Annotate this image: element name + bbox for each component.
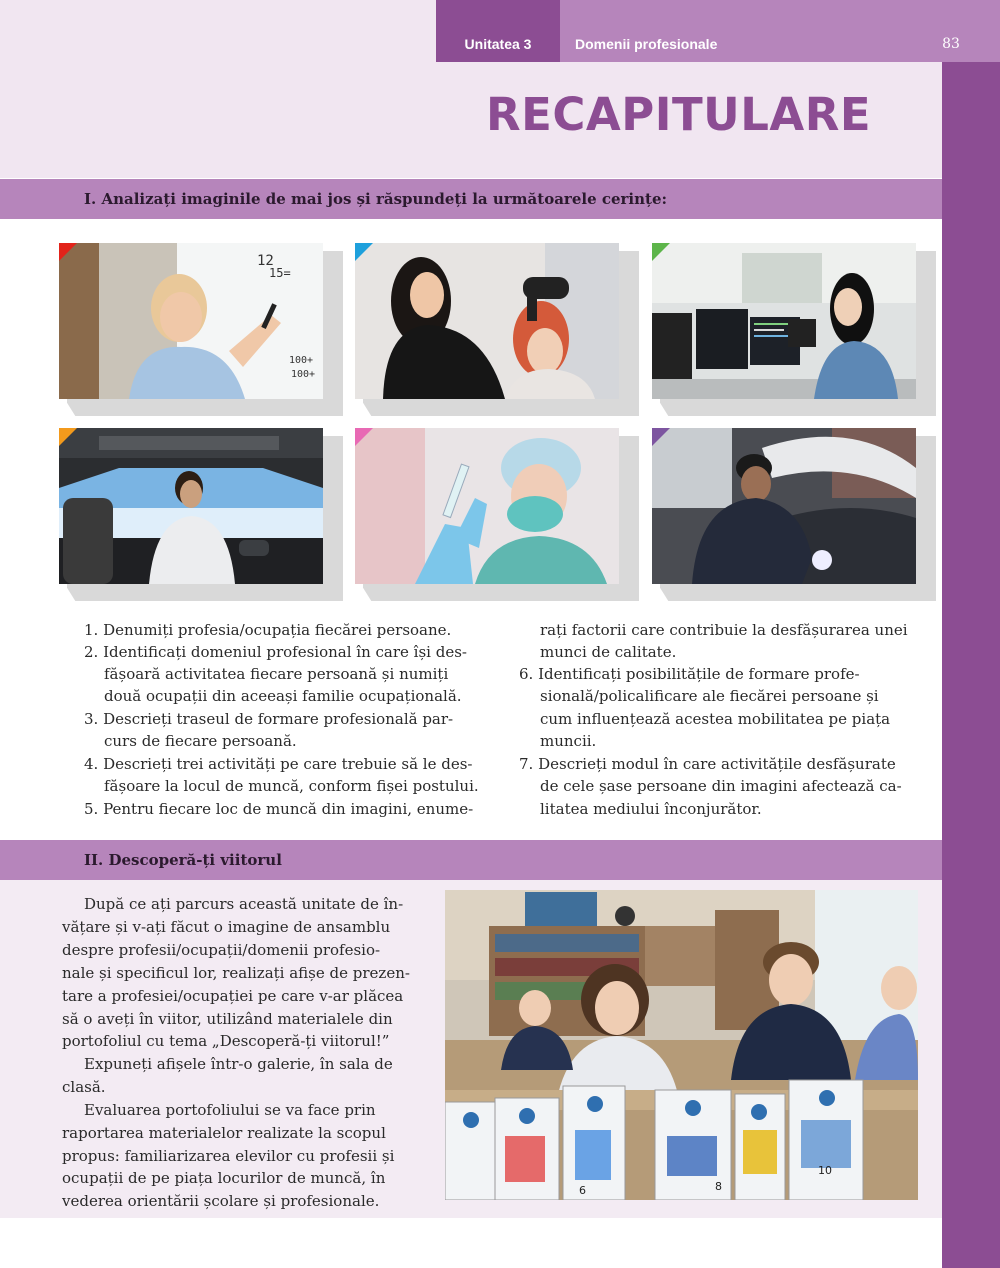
paragraph-line: vederea orientării școlare și profesionale.	[62, 1192, 380, 1210]
question-4-line-2: fășoare la locul de muncă, conform fișei postului.	[104, 777, 479, 795]
poster-number: 8	[715, 1180, 722, 1193]
paragraph-line: raportarea materialelor realizate la scopul	[62, 1124, 386, 1142]
corner-marker	[59, 243, 77, 261]
unit-label: Unitatea 3	[464, 36, 532, 52]
paragraph-line: despre profesii/ocupații/domenii profesio-	[62, 941, 381, 959]
section-2-heading: II. Descoperă-ți viitorul	[84, 851, 282, 869]
photo-nurse	[355, 428, 631, 593]
poster-number: 6	[579, 1184, 586, 1197]
corner-marker	[355, 428, 373, 446]
question-6: 6. Identificați posibilitățile de formare profe-	[519, 665, 860, 683]
paragraph-line: ocupații de pe piața locurilor de muncă, în	[62, 1169, 386, 1187]
paragraph-line: După ce ați parcurs această unitate de în-	[84, 895, 404, 913]
question-7-line-2: de cele șase persoane din imagini afectează ca-	[540, 777, 902, 795]
question-7: 7. Descrieți modul în care activitățile desfășurate	[519, 755, 896, 773]
question-6-line-2: sională/policalificare ale fiecărei persoane și	[540, 687, 879, 705]
svg-text:100+: 100+	[291, 369, 316, 380]
question-7-line-3: litatea mediului înconjurător.	[540, 800, 762, 818]
corner-marker	[355, 243, 373, 261]
svg-text:100+: 100+	[289, 355, 314, 366]
corner-marker	[59, 428, 77, 446]
question-2-line-3: două ocupații din aceeași familie ocupațională.	[104, 687, 462, 705]
paragraph-line: clasă.	[62, 1078, 106, 1096]
corner-marker	[652, 243, 670, 261]
paragraph-line: Expuneți afișele într-o galerie, în sala de	[84, 1055, 393, 1073]
question-1: 1. Denumiți profesia/ocupația fiecărei persoane.	[84, 621, 452, 639]
paragraph-line: nale și specificul lor, realizați afișe de prezen-	[62, 964, 410, 982]
domain-label: Domenii profesionale	[575, 36, 718, 52]
question-6-line-4: muncii.	[540, 732, 597, 750]
page-side-strip	[942, 0, 1000, 1268]
photo-teacher	[59, 243, 335, 408]
question-3: 3. Descrieți traseul de formare profesională par-	[84, 710, 454, 728]
paragraph-line: să o aveți în viitor, utilizând materialele din	[62, 1010, 393, 1028]
photo-classroom	[445, 890, 918, 1200]
question-6-line-3: cum influențează acestea mobilitatea pe piața	[540, 710, 891, 728]
question-5-line-2: rați factorii care contribuie la desfășurarea unei	[540, 621, 908, 639]
paragraph-line: vățare și v-ați făcut o imagine de ansamblu	[62, 918, 391, 936]
poster-number: 10	[818, 1164, 832, 1177]
page-number: 83	[942, 36, 960, 52]
svg-text:15=: 15=	[269, 266, 291, 280]
question-5-line-3: munci de calitate.	[540, 643, 677, 661]
question-4: 4. Descrieți trei activități pe care trebuie să le des-	[84, 755, 473, 773]
paragraph-line: Evaluarea portofoliului se va face prin	[84, 1101, 376, 1119]
page-title: RECAPITULARE	[486, 88, 872, 141]
section-1-heading: I. Analizați imaginile de mai jos și răspundeți la următoarele cerințe:	[84, 190, 668, 208]
photo-pilot	[59, 428, 335, 593]
photo-hairdresser	[355, 243, 631, 408]
question-3-line-2: curs de fiecare persoană.	[104, 732, 297, 750]
svg-text:12: 12	[257, 253, 274, 269]
paragraph-line: propus: familiarizarea elevilor cu profesii și	[62, 1147, 395, 1165]
paragraph-line: portofoliul cu tema „Descoperă-ți viitorul!”	[62, 1032, 390, 1050]
question-2: 2. Identificați domeniul profesional în care își des-	[84, 643, 467, 661]
photo-mechanic	[652, 428, 928, 593]
corner-marker	[652, 428, 670, 446]
question-2-line-2: fășoară activitatea fiecare persoană și numiți	[104, 665, 449, 683]
question-5: 5. Pentru fiecare loc de muncă din imagini, enume-	[84, 800, 474, 818]
paragraph-line: tare a profesiei/ocupației pe care v-ar plăcea	[62, 987, 404, 1005]
photo-programmer	[652, 243, 928, 408]
